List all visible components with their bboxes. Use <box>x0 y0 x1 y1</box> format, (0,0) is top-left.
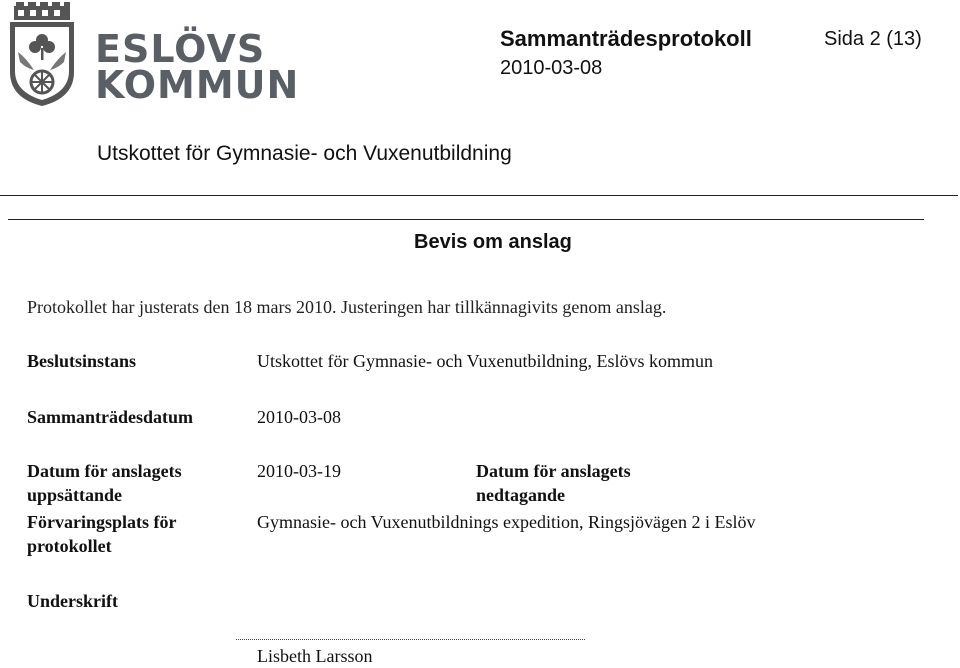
logo-text-line2: KOMMUN <box>95 63 300 107</box>
committee-name: Utskottet för Gymnasie- och Vuxenutbildning <box>97 142 512 165</box>
beslutsinstans-value: Utskottet för Gymnasie- och Vuxenutbildning, Eslövs kommun <box>257 351 714 371</box>
signature-label: Underskrift <box>27 591 118 611</box>
page-indicator: Sida 2 (13) <box>824 28 922 50</box>
document-title: Sammanträdesprotokoll <box>500 26 752 51</box>
meeting-date: 2010-03-08 <box>500 57 603 79</box>
section-heading: Bevis om anslag <box>414 231 572 253</box>
nedtagande-label <box>476 459 631 507</box>
forvaring-label <box>27 510 176 558</box>
signature-name: Lisbeth Larsson <box>257 646 373 666</box>
signature-line <box>236 639 585 640</box>
uppsattande-label-line1: Datum för anslagets <box>27 461 182 481</box>
forvaring-label-line2: protokollet <box>27 536 112 556</box>
nedtagande-label-line2: nedtagande <box>476 485 566 505</box>
intro-text: Protokollet har justerats den 18 mars 2010. Justeringen har tillkännagivits genom anslag. <box>27 297 667 317</box>
coat-of-arms-icon <box>6 2 78 106</box>
uppsattande-label-line2: uppsättande <box>27 485 123 505</box>
forvaring-label-line1: Förvaringsplats för <box>27 512 177 532</box>
uppsattande-label <box>27 459 182 507</box>
datum-value: 2010-03-08 <box>257 407 341 427</box>
beslutsinstans-label: Beslutsinstans <box>27 351 137 371</box>
header-divider-bottom <box>8 219 924 220</box>
uppsattande-value: 2010-03-19 <box>257 461 341 481</box>
nedtagande-label-line1: Datum för anslagets <box>476 461 631 481</box>
forvaring-value: Gymnasie- och Vuxenutbildnings expedition, Ringsjövägen 2 i Eslöv <box>257 512 756 532</box>
header-divider-top <box>0 195 958 196</box>
datum-label: Sammanträdesdatum <box>27 407 194 427</box>
logo-text-line1: ESLÖVS <box>95 27 266 71</box>
